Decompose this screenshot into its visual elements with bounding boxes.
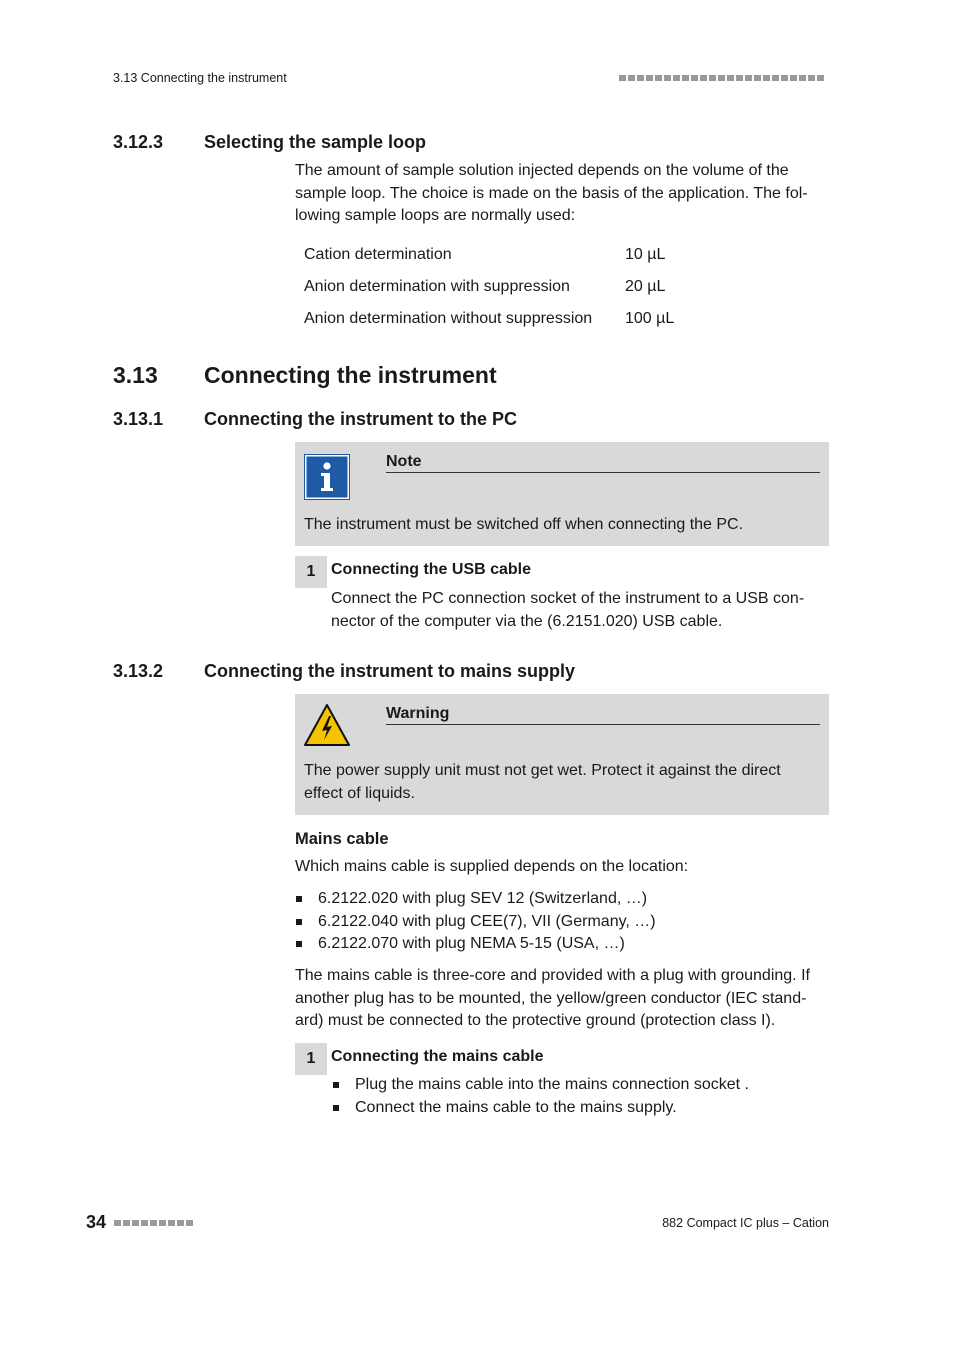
step-text: [331, 588, 831, 633]
warning-text-line: effect of liquids.: [304, 784, 415, 802]
table-row: [304, 239, 674, 271]
table-row: [304, 271, 674, 303]
description-line: ard) must be connected to the protective ground (protection class I).: [295, 1012, 776, 1029]
step-text-line: nector of the computer via the (6.2151.020) USB cable.: [331, 612, 723, 630]
mains-cable-list: [295, 888, 656, 956]
mains-cable-heading: Mains cable: [295, 830, 389, 848]
warning-text: [304, 760, 824, 805]
section-intro: [295, 160, 835, 228]
info-icon: [304, 454, 350, 505]
electrical-warning-icon: [303, 703, 351, 752]
table-cell-volume: 100 µL: [625, 310, 675, 327]
step-number: 1: [295, 556, 327, 588]
chapter-title: Connecting the instrument: [204, 362, 497, 388]
note-text: The instrument must be switched off when connecting the PC.: [304, 516, 744, 533]
description-line: The mains cable is three-core and provided with a plug with grounding. If: [295, 967, 810, 984]
footer-decorative-dots: [114, 1220, 193, 1226]
warning-box: [295, 694, 829, 815]
section-number: 3.12.3: [113, 132, 164, 152]
table-cell-application: Anion determination without suppression: [304, 310, 593, 327]
section-title: Selecting the sample loop: [204, 132, 427, 152]
running-header: 3.13 Connecting the instrument: [113, 71, 287, 85]
table-row: [304, 303, 674, 335]
sample-loop-table: [304, 239, 674, 335]
warning-title: Warning: [386, 705, 820, 725]
list-item: 6.2122.020 with plug SEV 12 (Switzerland, …): [295, 888, 656, 911]
table-cell-application: Anion determination with suppression: [304, 278, 570, 295]
list-item: Connect the mains cable to the mains supply.: [332, 1097, 749, 1120]
step-list: [332, 1074, 749, 1119]
mains-cable-description: [295, 965, 835, 1033]
intro-line: The amount of sample solution injected depends on the volume of the: [295, 162, 789, 179]
mains-cable-intro: Which mains cable is supplied depends on the location:: [295, 858, 689, 875]
table-cell-volume: 20 µL: [625, 278, 666, 295]
section-number: 3.13.1: [113, 409, 164, 429]
list-item: 6.2122.040 with plug CEE(7), VII (Germany, …): [295, 911, 656, 934]
chapter-number: 3.13: [113, 362, 158, 388]
step-number: 1: [295, 1043, 327, 1075]
section-number: 3.13.2: [113, 661, 164, 681]
warning-text-line: The power supply unit must not get wet. Protect it against the direct: [304, 762, 781, 779]
intro-line: sample loop. The choice is made on the basis of the application. The fol-: [295, 184, 808, 202]
step-title: Connecting the USB cable: [331, 561, 532, 578]
description-line: another plug has to be mounted, the yellow/green conductor (IEC stand-: [295, 989, 807, 1007]
page-number: 34: [86, 1212, 107, 1232]
list-item: Plug the mains cable into the mains connection socket .: [332, 1074, 749, 1097]
note-box: [295, 442, 829, 546]
header-decorative-dots: [619, 75, 824, 81]
intro-line: lowing sample loops are normally used:: [295, 207, 576, 224]
list-item: 6.2122.070 with plug NEMA 5-15 (USA, …): [295, 933, 656, 956]
table-cell-volume: 10 µL: [625, 246, 666, 263]
section-title: Connecting the instrument to mains supply: [204, 661, 576, 681]
step-text-line: Connect the PC connection socket of the instrument to a USB con-: [331, 590, 805, 607]
section-title: Connecting the instrument to the PC: [204, 409, 517, 429]
step-title: Connecting the mains cable: [331, 1048, 544, 1065]
running-footer: 882 Compact IC plus – Cation: [662, 1216, 829, 1230]
table-cell-application: Cation determination: [304, 246, 452, 263]
note-title: Note: [386, 453, 820, 473]
